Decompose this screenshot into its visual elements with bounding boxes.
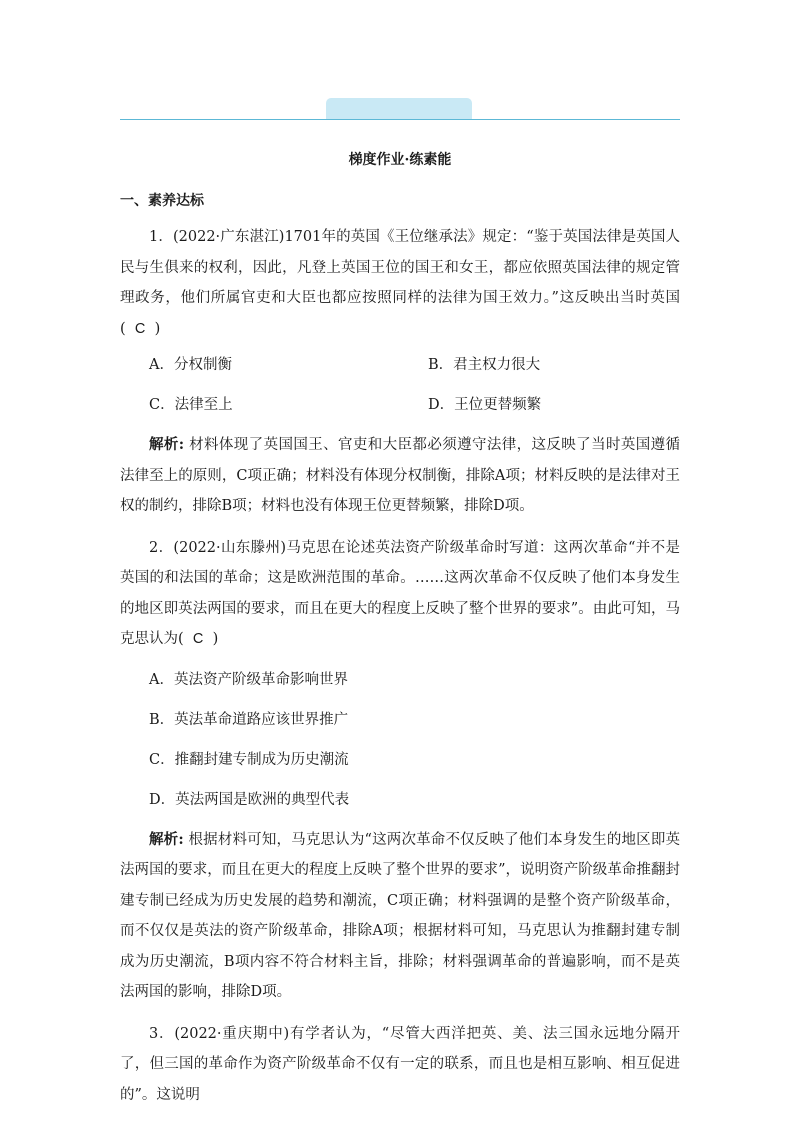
question-1-option-d: D．王位更替频繁 — [428, 397, 542, 413]
question-2-analysis-text: 根据材料可知，马克思认为“这两次革命不仅反映了他们本身发生的地区即英法两国的要求，而且在更大的程度上反映了整个世界的要求”，说明资产阶级革命推翻封建专制已经成为历史发展的趋势和潮流，C项正确；材料强调的是整个资产阶级革命，而不仅仅是英法的资产阶级革命，排除A项；根据材料可知，马克思认为推翻封建专制成为历史潮流，B项内容不符合材料主旨，排除；材料强调革命的普遍影响，而不是英法两国的影响，排除D项。 — [120, 831, 680, 1000]
question-1-analysis — [120, 430, 680, 522]
document-body — [120, 140, 680, 1110]
question-2-option-a: A．英法资产阶级革命影响世界 — [149, 671, 348, 688]
question-1-option-a: A．分权制衡 — [149, 357, 232, 373]
question-1-option-c: C．法律至上 — [149, 397, 233, 413]
question-2-stem-end: ) — [212, 631, 219, 647]
question-1-stem-text: 1．(2022·广东湛江)1701年的英国《王位继承法》规定：“鉴于英国法律是英国人民与生俱来的权利，因此，凡登上英国王位的国王和女王，都应依照英国法律的规定管理政务，他们所属官吏和大臣也都应按照同样的法律为国王效力。”这反映出当时英国( — [120, 229, 680, 337]
question-2-option-c: C．推翻封建专制成为历史潮流 — [149, 751, 349, 768]
question-3-stem: 3．(2022·重庆期中)有学者认为，“尽管大西洋把英、美、法三国永远地分隔开了，但三国的革命作为资产阶级革命不仅有一定的联系，而且也是相互影响、相互促进的”。这说明 — [120, 1025, 680, 1103]
question-2-analysis-label: 解析: — [149, 830, 184, 848]
question-1-option-b: B．君主权力很大 — [428, 357, 541, 373]
question-2-stem-text: 2．(2022·山东滕州)马克思在论述英法资产阶级革命时写道：这两次革命“并不是英国的和法国的革命；这是欧洲范围的革命。……这两次革命不仅反映了他们本身发生的地区即英法两国的要求，而且在更大的程度上反映了整个世界的要求”。由此可知，马克思认为( — [120, 539, 680, 647]
question-1-analysis-text: 材料体现了英国国王、官吏和大臣都必须遵守法律，这反映了当时英国遵循法律至上的原则，C项正确；材料没有体现分权制衡，排除A项；材料反映的是法律对王权的制约，排除B项；材料也没有体现王位更替频繁，排除D项。 — [120, 437, 681, 514]
header-tab — [326, 98, 472, 120]
question-2-option-d: D．英法两国是欧洲的典型代表 — [149, 791, 350, 808]
question-1-stem — [120, 222, 680, 344]
question-2-answer: C — [192, 631, 204, 647]
question-1-options-row-1 — [120, 350, 680, 380]
question-1-stem-end: ) — [154, 320, 161, 337]
question-2-stem — [120, 533, 680, 655]
question-1-answer: C — [134, 320, 146, 337]
question-2 — [120, 533, 680, 1008]
question-3 — [120, 1019, 680, 1111]
question-1-analysis-label: 解析: — [149, 436, 185, 453]
question-2-option-b: B．英法革命道路应该世界推广 — [149, 711, 349, 728]
question-1 — [120, 222, 680, 522]
header-rule — [120, 119, 680, 120]
page-title: 梯度作业·练素能 — [348, 152, 452, 168]
question-2-analysis — [120, 825, 680, 1008]
question-1-options-row-2 — [120, 390, 680, 420]
section-heading: 一、素养达标 — [120, 193, 204, 209]
